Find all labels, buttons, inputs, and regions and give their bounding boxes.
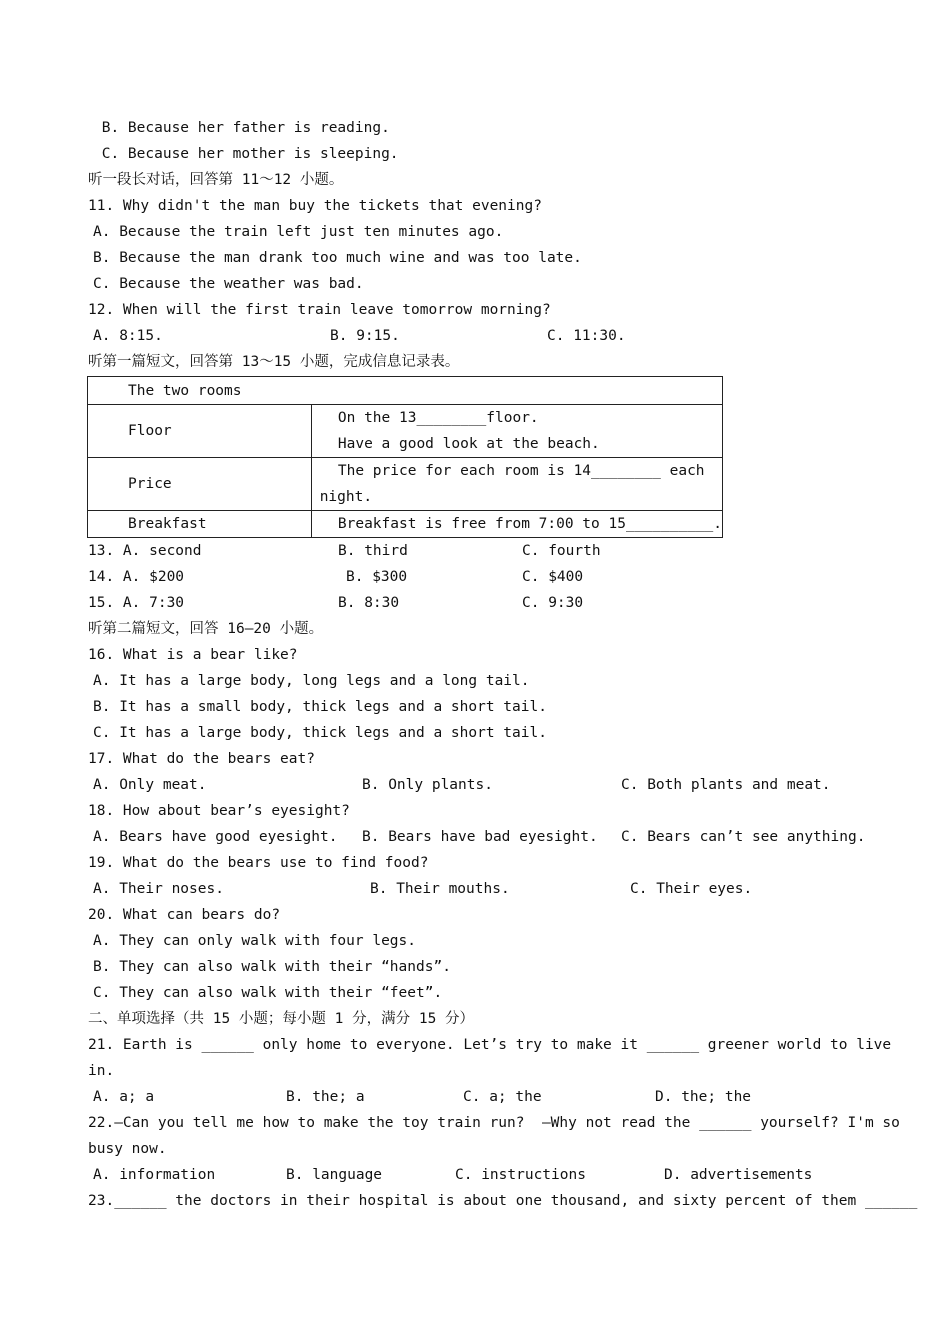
question-14: 14. A. $200 (88, 569, 185, 585)
option-c: C. instructions (455, 1167, 586, 1183)
option-a: A. information (93, 1167, 216, 1183)
option-b: B. $300 (346, 569, 408, 585)
question-22: 22.—Can you tell me how to make the toy train run? —Why not read the ______ yourself? I'm so (88, 1115, 900, 1131)
option-d: D. the; the (655, 1089, 752, 1105)
option-c: C. 11:30. (547, 328, 626, 344)
option-line: B. Because the man drank too much wine and was too late. (93, 250, 582, 266)
question-11: 11. Why didn't the man buy the tickets that evening? (88, 198, 542, 214)
table-text: night. (319, 489, 373, 505)
question-20: 20. What can bears do? (88, 907, 281, 923)
option-line: A. It has a large body, long legs and a long tail. (93, 673, 530, 689)
option-b: B. third (338, 543, 408, 559)
option-c: C. fourth (522, 543, 601, 559)
option-line: B. It has a small body, thick legs and a short tail. (93, 699, 547, 715)
question-21: 21. Earth is ______ only home to everyone. Let’s try to make it ______ greener world to live (88, 1037, 892, 1053)
table-cell-floor (311, 405, 722, 458)
option-c: C. a; the (463, 1089, 542, 1105)
option-c: C. Their eyes. (630, 881, 753, 897)
table-label-price: Price (88, 458, 312, 511)
option-c: C. 9:30 (522, 595, 584, 611)
table-label-floor: Floor (88, 405, 312, 458)
question-12: 12. When will the first train leave tomorrow morning? (88, 302, 551, 318)
table-cell-price (311, 458, 722, 511)
option-b: B. 8:30 (338, 595, 400, 611)
option-d: D. advertisements (664, 1167, 813, 1183)
question-18: 18. How about bear’s eyesight? (88, 803, 350, 819)
option-line: A. Because the train left just ten minutes ago. (93, 224, 504, 240)
option-c: C. Both plants and meat. (621, 777, 831, 793)
option-line: C. They can also walk with their “feet”. (93, 985, 443, 1001)
option-a: A. Only meat. (93, 777, 207, 793)
info-record-table (87, 376, 723, 538)
option-b: B. Bears have bad eyesight. (362, 829, 598, 845)
question-16: 16. What is a bear like? (88, 647, 298, 663)
part-heading: 二、单项选择（共 15 小题；每小题 1 分，满分 15 分） (88, 1011, 475, 1027)
table-text: Have a good look at the beach. (311, 436, 600, 452)
table-text: The price for each room is 14________ each (311, 463, 705, 479)
option-a: A. Bears have good eyesight. (93, 829, 338, 845)
section-instruction: 听第一篇短文，回答第 13～15 小题，完成信息记录表。 (88, 354, 460, 370)
table-text: Breakfast is free from 7:00 to 15__________. (311, 516, 722, 532)
section-instruction: 听第二篇短文，回答 16—20 小题。 (88, 621, 324, 637)
option-c: C. Bears can’t see anything. (621, 829, 866, 845)
option-c: C. $400 (522, 569, 584, 585)
question-continuation: busy now. (88, 1141, 167, 1157)
option-line: A. They can only walk with four legs. (93, 933, 417, 949)
option-b: B. Their mouths. (370, 881, 510, 897)
table-cell-breakfast (311, 511, 722, 538)
option-line: C. Because the weather was bad. (93, 276, 364, 292)
question-13: 13. A. second (88, 543, 202, 559)
option-b: B. the; a (286, 1089, 365, 1105)
question-17: 17. What do the bears eat? (88, 751, 315, 767)
option-line: C. Because her mother is sleeping. (93, 146, 399, 162)
question-23: 23.______ the doctors in their hospital is about one thousand, and sixty percent of them ______ (88, 1193, 918, 1209)
option-b: B. 9:15. (330, 328, 400, 344)
option-line: B. They can also walk with their “hands”. (93, 959, 451, 975)
table-label-breakfast: Breakfast (88, 511, 312, 538)
table-header: The two rooms (88, 377, 723, 405)
question-19: 19. What do the bears use to find food? (88, 855, 429, 871)
table-text: On the 13________floor. (311, 410, 539, 426)
option-a: A. a; a (93, 1089, 155, 1105)
question-continuation: in. (88, 1063, 115, 1079)
option-line: B. Because her father is reading. (93, 120, 390, 136)
section-instruction: 听一段长对话，回答第 11～12 小题。 (88, 172, 344, 188)
option-b: B. language (286, 1167, 383, 1183)
option-a: A. 8:15. (93, 328, 163, 344)
option-line: C. It has a large body, thick legs and a short tail. (93, 725, 547, 741)
option-b: B. Only plants. (362, 777, 493, 793)
option-a: A. Their noses. (93, 881, 224, 897)
question-15: 15. A. 7:30 (88, 595, 185, 611)
